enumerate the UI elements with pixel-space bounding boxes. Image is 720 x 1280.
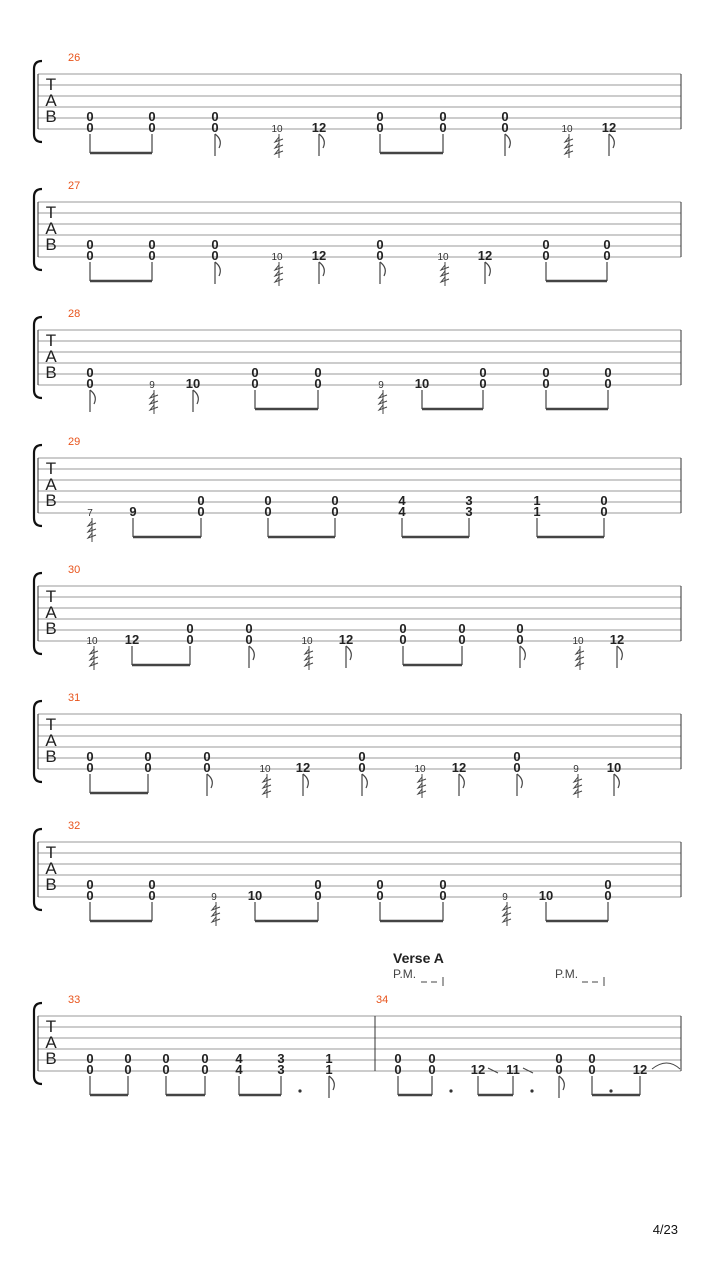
tab-clef-letter: B [45, 1049, 57, 1068]
note [211, 109, 220, 156]
fret-number: 0 [144, 749, 152, 764]
fret-number: 0 [186, 621, 194, 636]
fret-number: 0 [148, 120, 156, 135]
note [124, 1051, 131, 1095]
note [271, 124, 283, 158]
grace-note-fret: 9 [149, 380, 155, 391]
fret-number: 0 [201, 1062, 209, 1077]
fret-number: 0 [211, 237, 219, 252]
note [603, 237, 610, 281]
fret-number: 0 [439, 888, 447, 903]
fret-number: 0 [148, 237, 156, 252]
fret-number: 0 [376, 248, 384, 263]
note [312, 120, 326, 156]
tab-clef-letter: T [45, 75, 57, 94]
note [203, 749, 212, 796]
fret-number: 0 [603, 237, 611, 252]
palm-mute-extension [582, 977, 604, 986]
fret-number: 0 [245, 621, 253, 636]
fret-number: 0 [399, 632, 407, 647]
palm-mute-label: P.M. [393, 967, 417, 981]
fret-number: 0 [394, 1062, 402, 1077]
tab-clef-letter: B [45, 491, 57, 510]
note-flag [303, 774, 308, 788]
fret-number: 0 [203, 749, 211, 764]
measure-number: 27 [68, 180, 81, 192]
tab-system [34, 52, 681, 158]
note [439, 877, 446, 921]
note [428, 1051, 452, 1095]
fret-number: 3 [465, 493, 473, 508]
tab-clef-letter: A [45, 603, 57, 622]
fret-number: 0 [264, 504, 272, 519]
dot [609, 1089, 612, 1092]
note [86, 749, 93, 793]
tab-clef-letter: A [45, 91, 57, 110]
fret-number: 1 [533, 504, 541, 519]
note [602, 120, 616, 156]
fret-number: 0 [542, 365, 550, 380]
tab-clef-letter: B [45, 875, 57, 894]
note [604, 877, 611, 921]
fret-number: 0 [428, 1051, 436, 1066]
note [439, 109, 446, 153]
tab-clef-letter: A [45, 859, 57, 878]
fret-number: 3 [465, 504, 473, 519]
fret-number: 0 [458, 621, 466, 636]
note [501, 109, 510, 156]
note [555, 1051, 564, 1098]
fret-number: 12 [609, 632, 625, 647]
fret-number: 0 [439, 877, 447, 892]
measure-number: 33 [68, 994, 81, 1006]
fret-number: 0 [162, 1051, 170, 1066]
fret-number: 0 [376, 877, 384, 892]
tab-system [34, 436, 681, 542]
grace-note-fret: 7 [87, 508, 93, 519]
fret-number: 0 [86, 749, 94, 764]
measure-number: 26 [68, 52, 81, 64]
fret-number: 0 [86, 1051, 94, 1066]
fret-number: 0 [439, 109, 447, 124]
fret-number: 0 [604, 888, 612, 903]
fret-number: 0 [245, 632, 253, 647]
note [588, 1051, 612, 1095]
note [162, 1051, 169, 1095]
note [148, 877, 155, 921]
note [437, 252, 449, 286]
fret-number: 10 [185, 376, 201, 391]
note [479, 365, 486, 409]
measure-number: 28 [68, 308, 81, 320]
grace-note-fret: 10 [271, 252, 283, 263]
grace-note-fret: 10 [414, 764, 426, 775]
note [339, 632, 353, 668]
note [86, 636, 98, 670]
fret-number: 0 [516, 632, 524, 647]
fret-number: 12 [451, 760, 467, 775]
fret-number: 0 [516, 621, 524, 636]
note [600, 493, 607, 537]
dot [298, 1089, 301, 1092]
fret-number: 0 [314, 888, 322, 903]
fret-number: 0 [314, 376, 322, 391]
dot [530, 1089, 533, 1092]
fret-number: 0 [197, 504, 205, 519]
fret-number: 0 [358, 760, 366, 775]
dot [449, 1089, 452, 1092]
note [301, 636, 313, 670]
grace-note-fret: 9 [211, 892, 217, 903]
fret-number: 0 [331, 493, 339, 508]
note [86, 109, 93, 153]
note [201, 1051, 208, 1095]
note [271, 252, 283, 286]
fret-number: 0 [251, 365, 259, 380]
fret-number: 0 [124, 1062, 132, 1077]
fret-number: 11 [506, 1062, 520, 1077]
fret-number: 0 [251, 376, 259, 391]
tab-clef-letter: T [45, 203, 57, 222]
fret-number: 12 [632, 1062, 648, 1077]
note-flag [319, 262, 324, 276]
note [513, 749, 522, 796]
page-number: 4/23 [652, 1222, 678, 1237]
note-flag [609, 134, 614, 148]
fret-number: 0 [331, 504, 339, 519]
note [331, 493, 338, 537]
note [399, 621, 406, 665]
note [248, 888, 262, 921]
note [312, 248, 326, 284]
measure-number: 34 [376, 994, 389, 1006]
note [144, 749, 151, 793]
note [197, 493, 204, 537]
note [610, 632, 624, 668]
note [125, 632, 139, 665]
palm-mute-label: P.M. [555, 967, 579, 981]
note [314, 365, 321, 409]
grace-note-fret: 10 [561, 124, 573, 135]
grace-note-fret: 10 [572, 636, 584, 647]
note [471, 1062, 498, 1095]
note [633, 1062, 680, 1095]
note [358, 749, 367, 796]
note-flag [90, 390, 95, 404]
note [607, 760, 621, 796]
fret-number: 10 [414, 376, 430, 391]
note-flag [346, 646, 351, 660]
fret-number: 0 [603, 248, 611, 263]
note [314, 877, 321, 921]
tab-system [34, 692, 681, 798]
fret-number: 0 [86, 888, 94, 903]
fret-number: 0 [501, 109, 509, 124]
section-label: Verse A [393, 950, 444, 966]
fret-number: 1 [325, 1051, 333, 1066]
note [296, 760, 310, 796]
tab-clef-letter: T [45, 459, 57, 478]
fret-number: 0 [394, 1051, 402, 1066]
note-flag [193, 390, 198, 404]
note [398, 493, 406, 537]
note [86, 237, 93, 281]
note [86, 365, 95, 412]
fret-number: 0 [604, 376, 612, 391]
note-flag [380, 262, 385, 276]
tab-clef-letter: T [45, 843, 57, 862]
fret-number: 0 [314, 365, 322, 380]
fret-number: 3 [277, 1051, 285, 1066]
grace-note-fret: 9 [573, 764, 579, 775]
fret-number: 0 [197, 493, 205, 508]
note [414, 764, 426, 798]
fret-number: 0 [501, 120, 509, 135]
fret-number: 0 [203, 760, 211, 775]
tab-clef-letter: A [45, 475, 57, 494]
fret-number: 0 [542, 376, 550, 391]
note [533, 493, 540, 537]
fret-number: 0 [86, 376, 94, 391]
fret-number: 12 [311, 120, 327, 135]
grace-note-fret: 10 [301, 636, 313, 647]
note-flag [207, 774, 212, 788]
note-flag [559, 1076, 564, 1090]
fret-number: 0 [555, 1051, 563, 1066]
note [376, 877, 383, 921]
fret-number: 0 [428, 1062, 436, 1077]
fret-number: 0 [588, 1062, 596, 1077]
note [129, 504, 136, 537]
fret-number: 0 [211, 248, 219, 263]
fret-number: 0 [264, 493, 272, 508]
fret-number: 0 [144, 760, 152, 775]
fret-number: 0 [86, 1062, 94, 1077]
fret-number: 0 [211, 109, 219, 124]
fret-number: 0 [314, 877, 322, 892]
tab-clef-letter: A [45, 731, 57, 750]
fret-number: 0 [513, 749, 521, 764]
grace-note-fret: 10 [271, 124, 283, 135]
grace-note-fret: 10 [437, 252, 449, 263]
measure-number: 32 [68, 820, 81, 832]
fret-number: 0 [600, 504, 608, 519]
note-flag [505, 134, 510, 148]
fret-number: 0 [86, 877, 94, 892]
fret-number: 0 [376, 120, 384, 135]
fret-number: 0 [211, 120, 219, 135]
note [376, 109, 383, 153]
note [506, 1062, 533, 1095]
tab-clef-letter: A [45, 1033, 57, 1052]
tab-clef-letter: B [45, 107, 57, 126]
fret-number: 10 [538, 888, 554, 903]
tab-clef-letter: B [45, 235, 57, 254]
tab-system [34, 180, 681, 286]
note [452, 760, 466, 796]
fret-number: 0 [479, 365, 487, 380]
note [572, 636, 584, 670]
note [478, 248, 492, 284]
note [394, 1051, 401, 1095]
fret-number: 12 [338, 632, 354, 647]
measure-number: 29 [68, 436, 81, 448]
grace-note-fret: 10 [86, 636, 98, 647]
fret-number: 0 [458, 632, 466, 647]
note-flag [517, 774, 522, 788]
fret-number: 0 [86, 365, 94, 380]
fret-number: 0 [542, 237, 550, 252]
note [539, 888, 553, 921]
fret-number: 12 [124, 632, 140, 647]
note [516, 621, 525, 668]
fret-number: 0 [439, 120, 447, 135]
note [148, 109, 155, 153]
fret-number: 0 [588, 1051, 596, 1066]
fret-number: 10 [247, 888, 263, 903]
note-flag [614, 774, 619, 788]
palm-mute-extension [421, 977, 443, 986]
fret-number: 0 [86, 109, 94, 124]
tab-clef-letter: B [45, 363, 57, 382]
note [465, 493, 472, 537]
fret-number: 12 [601, 120, 617, 135]
note [376, 237, 385, 284]
tab-clef-letter: A [45, 219, 57, 238]
note-flag [249, 646, 254, 660]
fret-number: 4 [398, 493, 406, 508]
note [277, 1051, 301, 1095]
note [325, 1051, 334, 1098]
tab-system [34, 308, 681, 414]
note-flag [215, 262, 220, 276]
note-flag [617, 646, 622, 660]
fret-number: 0 [358, 749, 366, 764]
fret-number: 0 [542, 248, 550, 263]
grace-note-fret: 9 [502, 892, 508, 903]
fret-number: 0 [479, 376, 487, 391]
fret-number: 0 [604, 365, 612, 380]
tab-system [34, 950, 681, 1098]
note [86, 1051, 93, 1095]
tab-system [34, 820, 681, 926]
note-flag [215, 134, 220, 148]
note-flag [520, 646, 525, 660]
fret-number: 0 [399, 621, 407, 636]
fret-number: 0 [86, 120, 94, 135]
note-flag [329, 1076, 334, 1090]
fret-number: 0 [86, 237, 94, 252]
fret-number: 4 [235, 1051, 243, 1066]
note-flag [459, 774, 464, 788]
note-flag [362, 774, 367, 788]
fret-number: 0 [201, 1051, 209, 1066]
note [604, 365, 611, 409]
note [148, 237, 155, 281]
tab-clef-letter: A [45, 347, 57, 366]
note [542, 237, 549, 281]
fret-number: 12 [470, 1062, 486, 1077]
fret-number: 0 [186, 632, 194, 647]
note [542, 365, 549, 409]
note [235, 1051, 243, 1095]
tab-clef-letter: T [45, 715, 57, 734]
fret-number: 0 [376, 888, 384, 903]
note [211, 237, 220, 284]
fret-number: 12 [311, 248, 327, 263]
measure-number: 31 [68, 692, 81, 704]
tab-clef-letter: T [45, 587, 57, 606]
fret-number: 0 [600, 493, 608, 508]
note [458, 621, 465, 665]
fret-number: 0 [148, 109, 156, 124]
note [561, 124, 573, 158]
tab-clef-letter: T [45, 331, 57, 350]
measure-number: 30 [68, 564, 81, 576]
note [264, 493, 271, 537]
fret-number: 12 [477, 248, 493, 263]
fret-number: 3 [277, 1062, 285, 1077]
grace-note-fret: 9 [378, 380, 384, 391]
fret-number: 0 [148, 248, 156, 263]
note-flag [319, 134, 324, 148]
fret-number: 0 [513, 760, 521, 775]
fret-number: 10 [606, 760, 622, 775]
tab-clef-letter: T [45, 1017, 57, 1036]
tie-arc [652, 1063, 680, 1069]
fret-number: 0 [555, 1062, 563, 1077]
fret-number: 12 [295, 760, 311, 775]
fret-number: 0 [376, 109, 384, 124]
grace-note-fret: 10 [259, 764, 271, 775]
fret-number: 0 [376, 237, 384, 252]
fret-number: 1 [325, 1062, 333, 1077]
fret-number: 1 [533, 493, 541, 508]
fret-number: 0 [148, 888, 156, 903]
tab-clef-letter: B [45, 619, 57, 638]
fret-number: 0 [86, 248, 94, 263]
note [245, 621, 254, 668]
fret-number: 9 [129, 504, 137, 519]
note [415, 376, 429, 409]
note [186, 376, 200, 412]
fret-number: 0 [162, 1062, 170, 1077]
note [186, 621, 193, 665]
fret-number: 0 [86, 760, 94, 775]
fret-number: 4 [235, 1062, 243, 1077]
tab-clef-letter: B [45, 747, 57, 766]
note [259, 764, 271, 798]
fret-number: 0 [148, 877, 156, 892]
fret-number: 4 [398, 504, 406, 519]
note [251, 365, 258, 409]
note-flag [485, 262, 490, 276]
fret-number: 0 [604, 877, 612, 892]
fret-number: 0 [124, 1051, 132, 1066]
tab-system [34, 564, 681, 670]
note [86, 877, 93, 921]
